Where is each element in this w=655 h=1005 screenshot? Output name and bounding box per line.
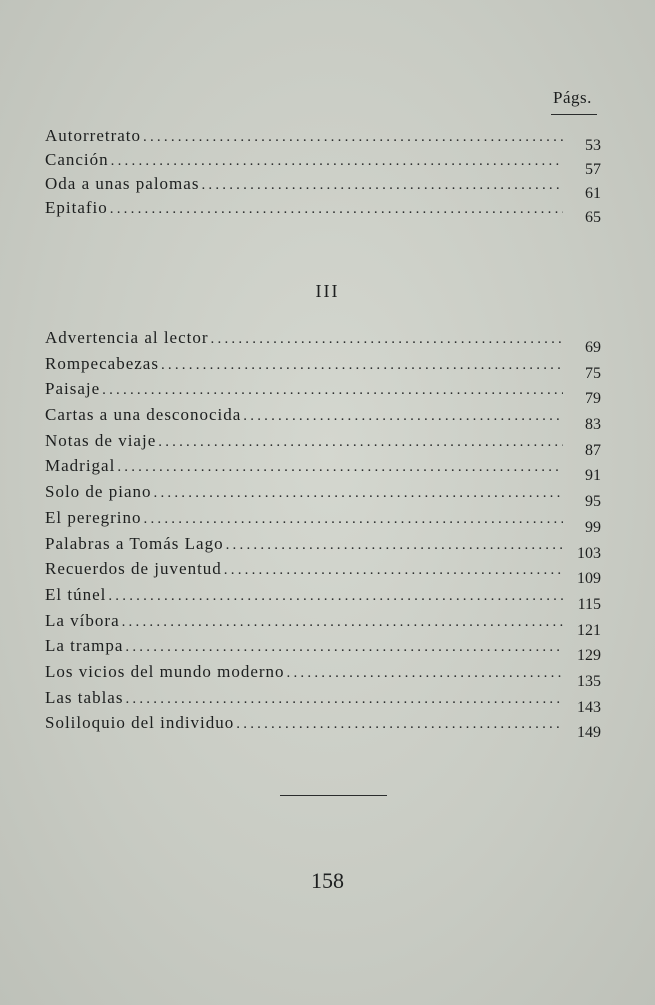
dot-leader <box>144 511 564 528</box>
entry-page-number: 61 <box>585 185 601 202</box>
entry-page-number: 103 <box>577 544 601 562</box>
entry-title: Soliloquio del individuo <box>45 713 235 733</box>
toc-entry <box>45 379 601 408</box>
entry-title: El peregrino <box>45 507 142 527</box>
entry-title: Palabras a Tomás Lago <box>45 533 224 553</box>
entry-page-number: 87 <box>585 441 601 459</box>
dot-leader <box>102 382 563 399</box>
dot-leader <box>117 459 563 476</box>
toc-entry <box>45 611 601 637</box>
entry-title: La víbora <box>45 610 120 630</box>
toc-entry <box>45 534 601 560</box>
closing-rule <box>280 795 387 796</box>
toc-entry <box>45 713 601 742</box>
entry-page-number: 69 <box>585 339 601 356</box>
section-heading-iii: III <box>315 281 340 301</box>
entry-page-number: 57 <box>585 161 601 178</box>
toc-entry <box>45 636 601 665</box>
toc-entry <box>45 405 601 434</box>
page-folio-number: 158 <box>311 868 344 893</box>
toc-entry <box>45 431 601 457</box>
dot-leader <box>236 716 563 733</box>
entry-page-number: 99 <box>585 518 601 536</box>
entry-title: Madrigal <box>45 456 116 476</box>
toc-entry <box>45 150 601 178</box>
entry-title: Recuerdos de juventud <box>45 559 222 579</box>
dot-leader <box>224 562 563 579</box>
dot-leader <box>110 201 563 218</box>
toc-entry <box>45 559 601 588</box>
dot-leader <box>158 434 563 451</box>
entry-title: Solo de piano <box>45 482 152 502</box>
dot-leader <box>287 665 563 682</box>
dot-leader <box>154 485 564 502</box>
entry-title: Notas de viaje <box>45 430 157 450</box>
entry-title: Los vicios del mundo moderno <box>45 661 285 681</box>
entry-page-number: 135 <box>577 672 601 690</box>
entry-title: Epitafio <box>45 198 108 217</box>
entry-title: El túnel <box>45 584 107 604</box>
entry-title: Las tablas <box>45 687 124 707</box>
entry-page-number: 129 <box>577 647 601 665</box>
entry-page-number: 121 <box>577 621 601 639</box>
entry-title: Advertencia al lector <box>45 328 209 347</box>
dot-leader <box>226 537 563 554</box>
toc-entry <box>45 456 601 485</box>
dot-leader <box>125 639 563 656</box>
entry-page-number: 75 <box>585 364 601 382</box>
entry-title: Rompecabezas <box>45 353 159 373</box>
dot-leader <box>211 331 563 348</box>
entry-page-number: 91 <box>585 467 601 485</box>
entry-title: Canción <box>45 150 109 169</box>
dot-leader <box>111 153 563 170</box>
toc-entry <box>45 328 601 354</box>
toc-section-2 <box>45 328 601 742</box>
pages-label-underline <box>551 114 597 115</box>
dot-leader <box>125 691 563 708</box>
entry-page-number: 149 <box>577 724 601 742</box>
dot-leader <box>201 177 563 194</box>
toc-entry <box>45 126 601 154</box>
entry-page-number: 109 <box>577 570 601 588</box>
entry-page-number: 79 <box>585 390 601 408</box>
toc-entry <box>45 508 601 534</box>
dot-leader <box>143 129 563 146</box>
entry-page-number: 83 <box>585 416 601 434</box>
toc-entry <box>45 585 601 611</box>
entry-title: La trampa <box>45 636 124 656</box>
toc-section-1 <box>45 126 601 226</box>
pages-column-label: Págs. <box>553 88 592 107</box>
entry-title: Oda a unas palomas <box>45 174 200 193</box>
entry-page-number: 143 <box>577 698 601 716</box>
toc-entry <box>45 354 601 380</box>
dot-leader <box>161 357 563 374</box>
toc-entry <box>45 174 601 202</box>
entry-page-number: 65 <box>585 209 601 226</box>
entry-title: Paisaje <box>45 379 101 399</box>
toc-entry <box>45 482 601 511</box>
entry-page-number: 95 <box>585 493 601 511</box>
entry-page-number: 115 <box>577 595 601 613</box>
dot-leader <box>243 408 563 425</box>
toc-entry <box>45 688 601 714</box>
entry-title: Autorretrato <box>45 126 142 145</box>
toc-entry <box>45 662 601 688</box>
toc-entry <box>45 198 601 226</box>
entry-page-number: 53 <box>585 137 601 154</box>
dot-leader <box>122 614 563 631</box>
entry-title: Cartas a una desconocida <box>45 405 242 425</box>
dot-leader <box>108 588 563 605</box>
